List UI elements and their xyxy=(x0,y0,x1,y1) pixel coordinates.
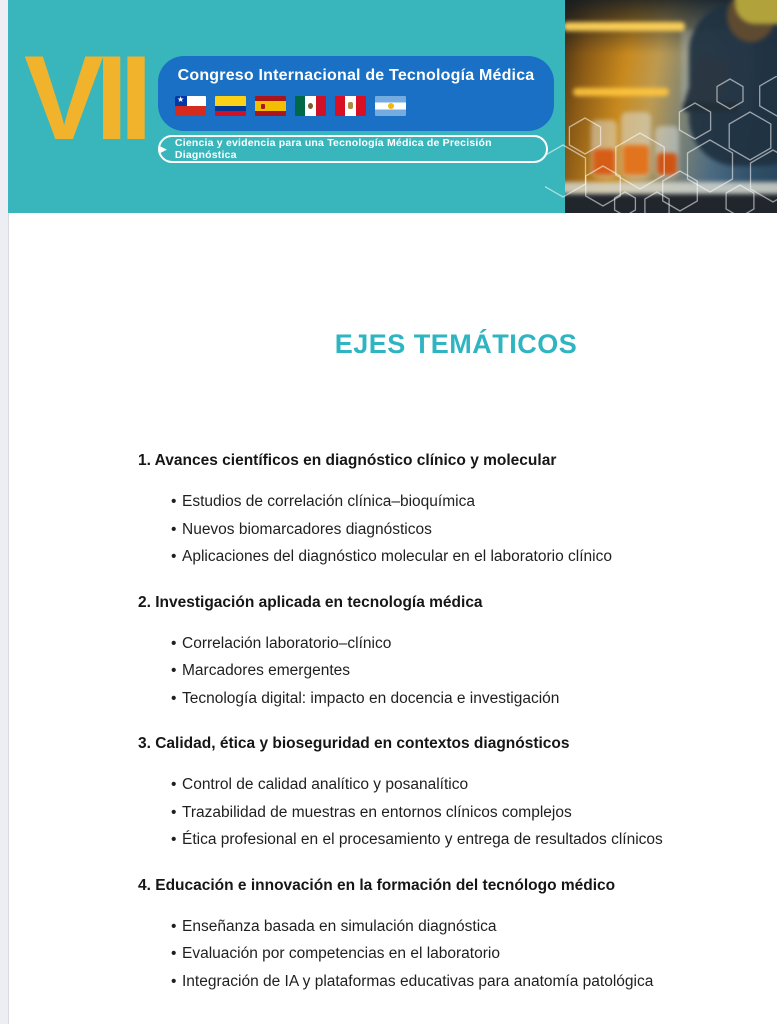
bullet-item: • Evaluación por competencias en el laboratorio xyxy=(138,940,753,968)
thematic-sections xyxy=(138,452,753,1018)
bullet-item: • Trazabilidad de muestras en entornos clínicos complejos xyxy=(138,799,753,827)
bullet-item: • Nuevos biomarcadores diagnósticos xyxy=(138,516,753,544)
congress-title: Congreso Internacional de Tecnología Médica xyxy=(177,67,535,84)
flyer-header xyxy=(8,0,777,213)
section-bullet-list xyxy=(138,630,753,713)
flask xyxy=(591,120,617,178)
flask xyxy=(621,112,651,178)
section-4 xyxy=(138,877,753,996)
section-bullet-list xyxy=(138,771,753,854)
congress-numeral: VII xyxy=(24,31,144,165)
section-heading: 4. Educación e innovación en la formación del tecnólogo médico xyxy=(138,876,616,894)
congress-title-pill xyxy=(158,56,554,131)
bullet-item: • Ética profesional en el procesamiento y entrega de resultados clínicos xyxy=(138,826,753,854)
section-heading: 2. Investigación aplicada en tecnología médica xyxy=(138,593,483,611)
play-icon: ▶ xyxy=(160,143,167,154)
section-heading: 3. Calidad, ética y bioseguridad en contextos diagnósticos xyxy=(138,735,570,752)
flag-peru xyxy=(335,96,366,116)
tagline-text: Ciencia y evidencia para una Tecnología Médica de Precisión Diagnóstica xyxy=(174,137,492,161)
flag-colombia xyxy=(215,96,246,116)
bullet-item: • Aplicaciones del diagnóstico molecular en el laboratorio clínico xyxy=(138,543,753,571)
bullet-item: • Enseñanza basada en simulación diagnóstica xyxy=(138,913,753,941)
bullet-item: • Correlación laboratorio–clínico xyxy=(138,630,753,658)
country-flags-row xyxy=(175,96,406,116)
section-bullet-list xyxy=(138,913,753,996)
bullet-item: • Integración de IA y plataformas educativas para anatomía patológica xyxy=(138,968,753,996)
flag-spain xyxy=(255,96,286,116)
flag-mexico xyxy=(295,96,326,116)
section-heading: 1. Avances científicos en diagnóstico clínico y molecular xyxy=(138,452,557,469)
bullet-item: • Estudios de correlación clínica–bioquímica xyxy=(138,488,753,516)
flag-chile xyxy=(175,96,206,116)
lab-photo xyxy=(565,0,777,213)
flag-argentina xyxy=(375,96,406,116)
page-title: EJES TEMÁTICOS xyxy=(334,329,578,359)
tagline-pill xyxy=(158,135,548,163)
lab-photo-art xyxy=(565,0,777,213)
section-1 xyxy=(138,452,753,571)
bullet-item: • Control de calidad analítico y posanalítico xyxy=(138,771,753,799)
section-bullet-list xyxy=(138,488,753,571)
bullet-item: • Marcadores emergentes xyxy=(138,657,753,685)
lab-bench-front xyxy=(565,194,777,213)
section-3 xyxy=(138,735,753,854)
shelf-light xyxy=(565,22,685,31)
flask xyxy=(655,126,679,178)
microscope-base xyxy=(683,102,739,112)
section-2 xyxy=(138,594,753,713)
shelf-light xyxy=(573,88,669,96)
bullet-item: • Tecnología digital: impacto en docencia e investigación xyxy=(138,685,753,713)
